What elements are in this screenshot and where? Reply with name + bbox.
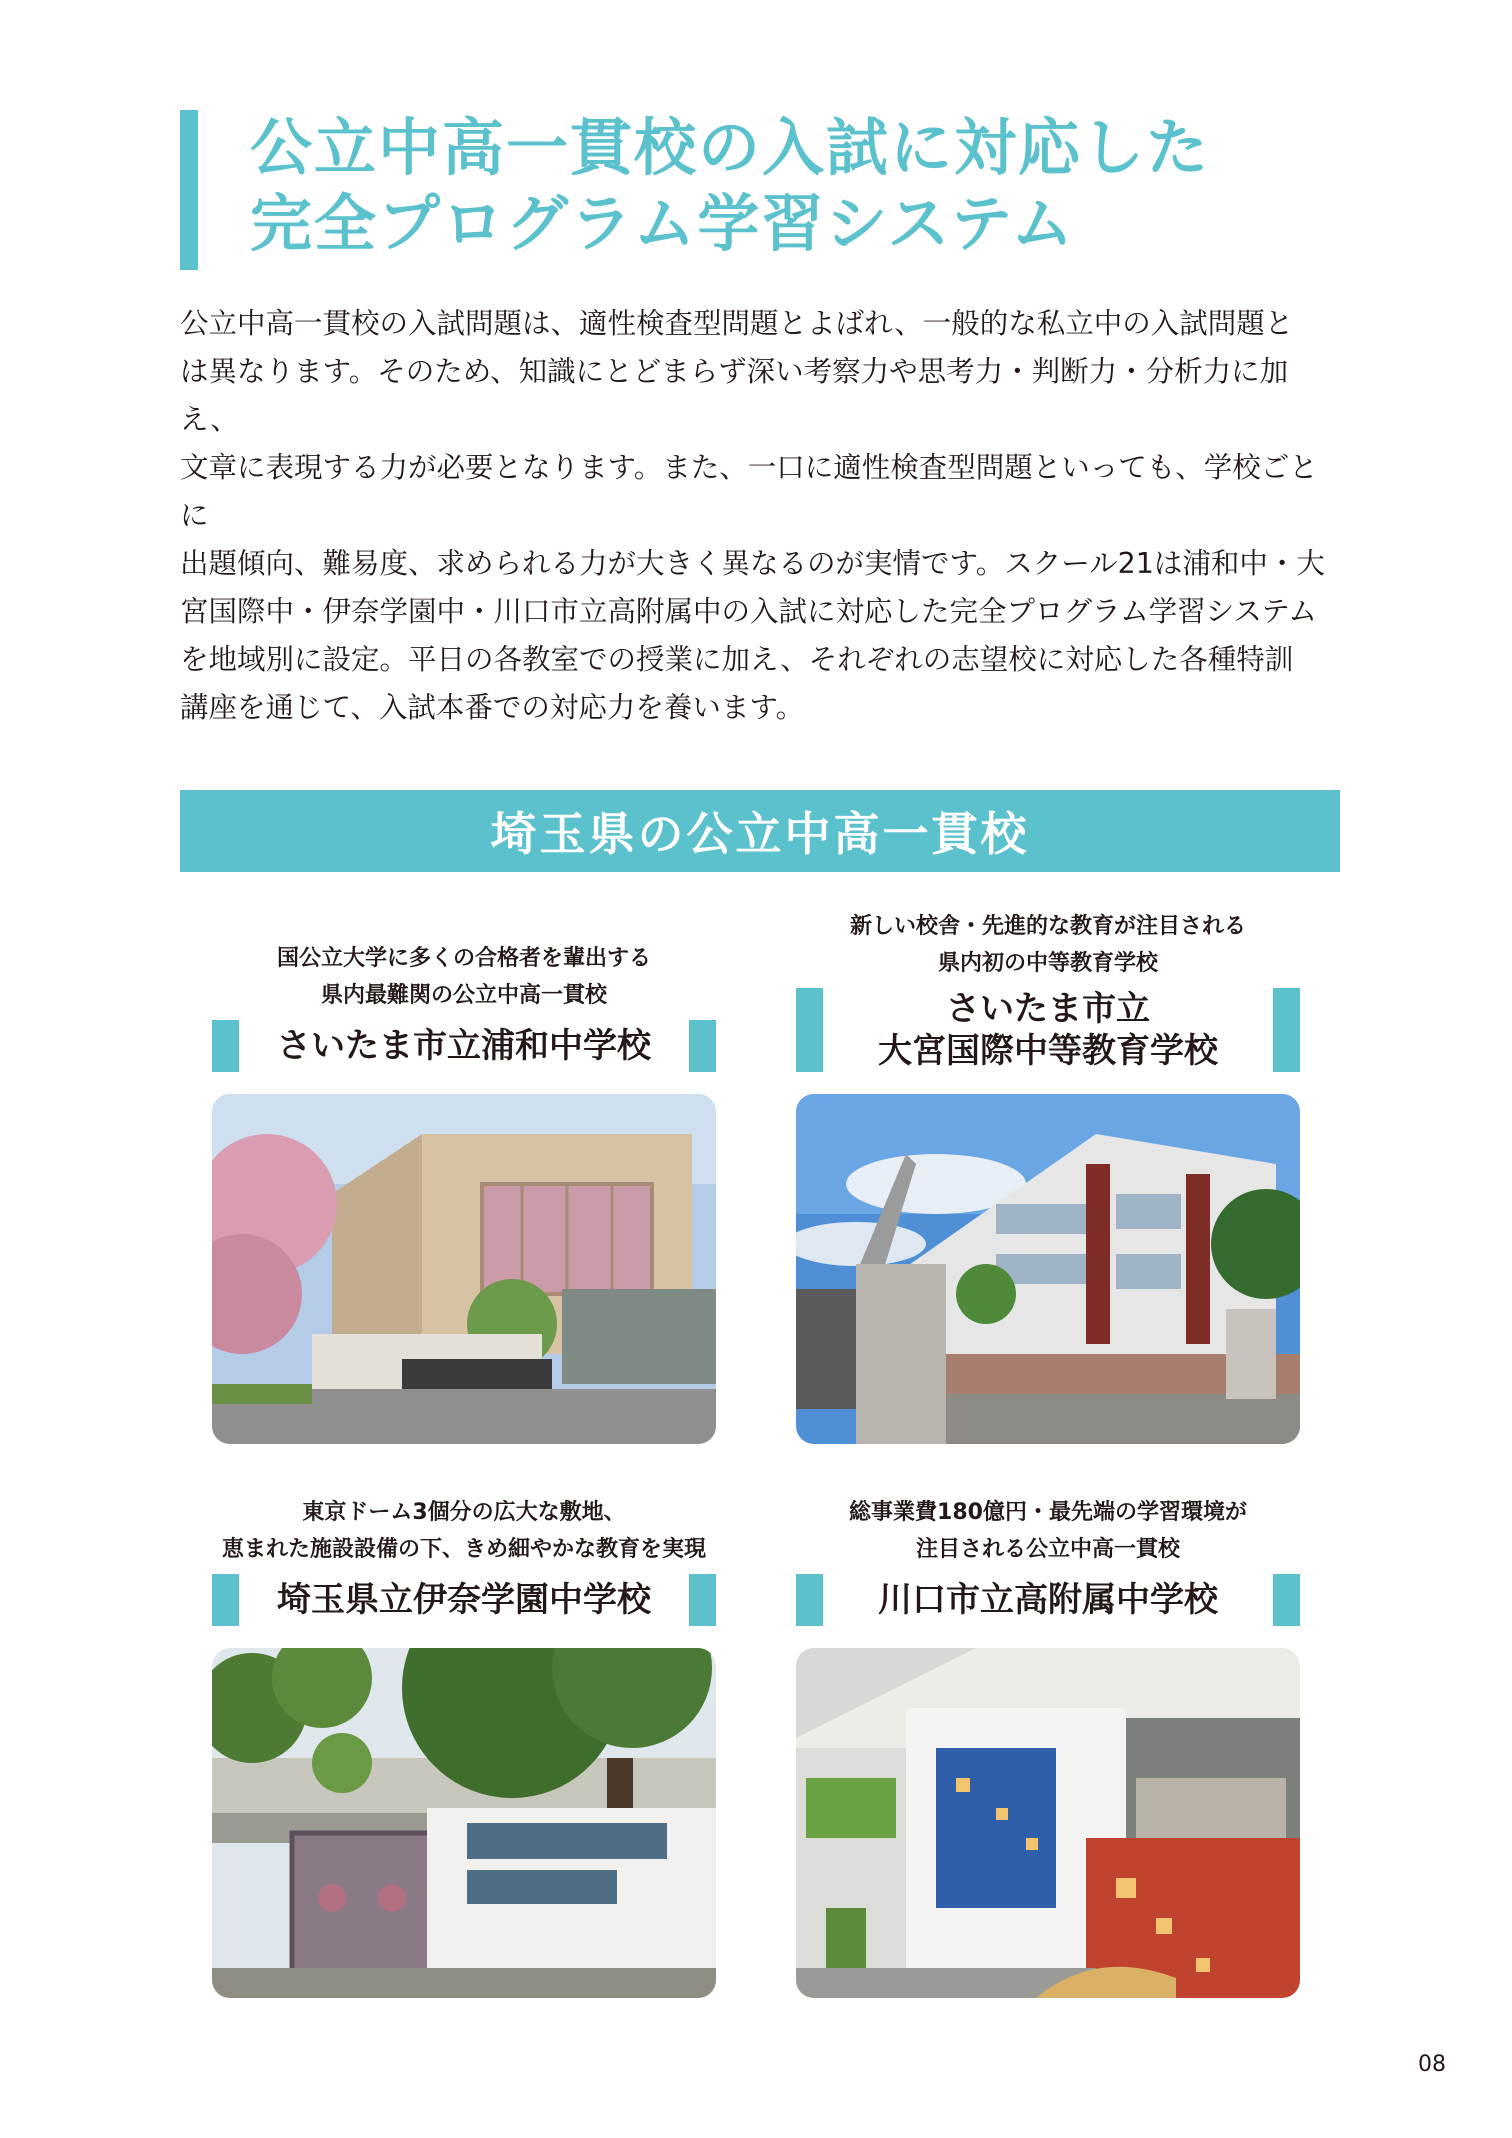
school-name-row (212, 1574, 716, 1626)
intro-line: は異なります。そのため、知識にとどまらず深い考察力や思考力・判断力・分析力に加え、 (180, 355, 1289, 436)
school-tagline (212, 1494, 716, 1568)
tagline-line-2: 恵まれた施設設備の下、きめ細やかな教育を実現 (221, 1537, 706, 1562)
title-block (180, 110, 1340, 270)
page-title (250, 110, 1210, 262)
intro-line: 出題傾向、難易度、求められる力が大きく異なるのが実情です。スクール21は浦和中・大 (180, 547, 1325, 580)
school-photo-omiya (796, 1094, 1300, 1444)
school-name (830, 988, 1266, 1072)
intro-line: 講座を通じて、入試本番での対応力を養います。 (180, 691, 805, 724)
school-name-row (212, 1020, 716, 1072)
intro-paragraph (180, 300, 1340, 732)
page-number: 08 (1418, 2052, 1446, 2077)
school-photo-ina (212, 1648, 716, 1998)
school-tagline (796, 908, 1300, 982)
intro-line: 公立中高一貫校の入試問題は、適性検査型問題とよばれ、一般的な私立中の入試問題と (180, 307, 1294, 340)
tagline-line-2: 県内初の中等教育学校 (937, 951, 1158, 976)
title-line-1: 公立中高一貫校の入試に対応した (250, 111, 1211, 184)
school-photo-urawa (212, 1094, 716, 1444)
tagline-line-2: 県内最難関の公立中高一貫校 (320, 983, 607, 1008)
section-title: 埼玉県の公立中高一貫校 (490, 807, 1030, 861)
intro-line: 文章に表現する力が必要となります。また、一口に適性検査型問題といっても、学校ごとに (180, 451, 1318, 532)
intro-line: を地域別に設定。平日の各教室での授業に加え、それぞれの志望校に対応した各種特訓 (180, 643, 1294, 676)
tagline-line-2: 注目される公立中高一貫校 (915, 1537, 1180, 1562)
school-photo-kawaguchi (796, 1648, 1300, 1998)
school-tagline (212, 940, 716, 1014)
name-bar-right (689, 1020, 716, 1072)
name-bar-left (796, 1574, 823, 1626)
tagline-line-1: 総事業費180億円・最先端の学習環境が (849, 1500, 1247, 1525)
tagline-line-1: 新しい校舎・先進的な教育が注目される (849, 914, 1246, 939)
tagline-line-1: 東京ドーム3個分の広大な敷地、 (302, 1500, 626, 1525)
title-accent-bar (180, 110, 198, 270)
school-name: さいたま市立浦和中学校 (277, 1026, 651, 1066)
school-name: 埼玉県立伊奈学園中学校 (277, 1580, 651, 1620)
school-name: 川口市立高附属中学校 (878, 1580, 1218, 1620)
school-card-omiya (796, 908, 1300, 1072)
school-card-kawaguchi (796, 1494, 1300, 1626)
tagline-line-1: 国公立大学に多くの合格者を輩出する (276, 946, 651, 971)
school-tagline (796, 1494, 1300, 1568)
name-bar-right (1273, 988, 1300, 1072)
school-name-row (796, 988, 1300, 1072)
school-name-line-2: 大宮国際中等教育学校 (878, 1031, 1218, 1071)
name-bar-right (1273, 1574, 1300, 1626)
name-bar-left (212, 1574, 239, 1626)
school-card-ina (212, 1494, 716, 1626)
school-name-line-1: さいたま市立 (946, 989, 1150, 1029)
section-heading-band (180, 790, 1340, 872)
name-bar-left (796, 988, 823, 1072)
name-bar-left (212, 1020, 239, 1072)
school-name-row (796, 1574, 1300, 1626)
intro-line: 宮国際中・伊奈学園中・川口市立高附属中の入試に対応した完全プログラム学習システム (180, 595, 1317, 628)
title-line-2: 完全プログラム学習システム (250, 187, 1076, 260)
name-bar-right (689, 1574, 716, 1626)
school-card-urawa (212, 940, 716, 1072)
